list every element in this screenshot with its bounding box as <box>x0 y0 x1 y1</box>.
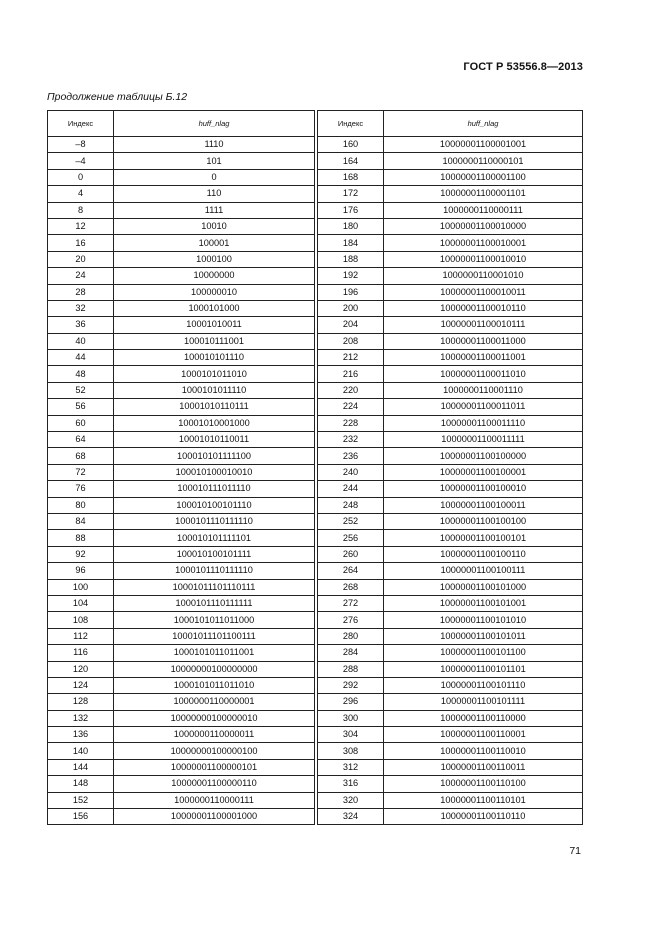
index-cell: 228 <box>318 415 384 431</box>
code-cell: 10000001100010000 <box>384 218 583 234</box>
index-cell: 224 <box>318 399 384 415</box>
code-cell: 10000001100010010 <box>384 251 583 267</box>
index-cell: 72 <box>48 464 114 480</box>
table-row <box>48 595 315 611</box>
code-cell: 10000000100000010 <box>114 710 315 726</box>
index-cell: 104 <box>48 595 114 611</box>
code-cell: 10001010110011 <box>114 432 315 448</box>
table-row <box>48 546 315 562</box>
table-row <box>318 399 583 415</box>
index-cell: 48 <box>48 366 114 382</box>
index-cell: 144 <box>48 759 114 775</box>
table-row <box>48 350 315 366</box>
index-cell: 0 <box>48 169 114 185</box>
code-cell: 1000000110000001 <box>114 694 315 710</box>
table-left-body <box>48 137 315 825</box>
code-cell: 10001010001000 <box>114 415 315 431</box>
index-cell: 196 <box>318 284 384 300</box>
index-cell: 24 <box>48 268 114 284</box>
index-cell: 280 <box>318 628 384 644</box>
table-row <box>318 333 583 349</box>
index-cell: 304 <box>318 727 384 743</box>
table-row <box>318 710 583 726</box>
table-row <box>48 202 315 218</box>
index-cell: 176 <box>318 202 384 218</box>
code-cell: 100010111001 <box>114 333 315 349</box>
table-row <box>48 628 315 644</box>
index-cell: 252 <box>318 513 384 529</box>
index-cell: 204 <box>318 317 384 333</box>
table-row <box>318 153 583 169</box>
table-row <box>48 481 315 497</box>
index-cell: 40 <box>48 333 114 349</box>
code-cell: 10000001100100000 <box>384 448 583 464</box>
table-row <box>48 612 315 628</box>
table-row <box>48 399 315 415</box>
code-cell: 10001011101100111 <box>114 628 315 644</box>
table-row <box>318 317 583 333</box>
table-row <box>318 546 583 562</box>
code-cell: 10000001100101011 <box>384 628 583 644</box>
table-row <box>48 579 315 595</box>
table-row <box>318 366 583 382</box>
table-header-row <box>48 111 315 137</box>
code-cell: 10000001100001001 <box>384 137 583 153</box>
code-cell: 10001011101110111 <box>114 579 315 595</box>
index-cell: 156 <box>48 809 114 825</box>
table-row <box>48 415 315 431</box>
index-cell: 292 <box>318 677 384 693</box>
code-cell: 10000001100101101 <box>384 661 583 677</box>
code-cell: 10000001100101010 <box>384 612 583 628</box>
code-cell: 10000001100010001 <box>384 235 583 251</box>
index-cell: 288 <box>318 661 384 677</box>
table-row <box>318 186 583 202</box>
code-cell: 10000001100101110 <box>384 677 583 693</box>
table-row <box>318 743 583 759</box>
index-cell: 240 <box>318 464 384 480</box>
code-cell: 10001010011 <box>114 317 315 333</box>
table-row <box>48 776 315 792</box>
table-row <box>318 563 583 579</box>
index-cell: 316 <box>318 776 384 792</box>
code-cell: 10000000100000000 <box>114 661 315 677</box>
code-cell: 10001010110111 <box>114 399 315 415</box>
index-cell: 136 <box>48 727 114 743</box>
index-cell: 244 <box>318 481 384 497</box>
code-cell: 100010111011110 <box>114 481 315 497</box>
table-row <box>318 169 583 185</box>
table-row <box>318 268 583 284</box>
table-row <box>318 382 583 398</box>
table-row <box>48 727 315 743</box>
code-cell: 10000001100011000 <box>384 333 583 349</box>
index-cell: 120 <box>48 661 114 677</box>
index-cell: 32 <box>48 300 114 316</box>
index-cell: 16 <box>48 235 114 251</box>
index-cell: 152 <box>48 792 114 808</box>
table-row <box>318 628 583 644</box>
code-cell: 10000001100110010 <box>384 743 583 759</box>
table-left-half <box>47 110 315 825</box>
code-cell: 0 <box>114 169 315 185</box>
index-cell: 220 <box>318 382 384 398</box>
table-row <box>48 464 315 480</box>
table-row <box>318 677 583 693</box>
code-cell: 1111 <box>114 202 315 218</box>
index-cell: 52 <box>48 382 114 398</box>
code-cell: 100001 <box>114 235 315 251</box>
table-row <box>48 792 315 808</box>
table-row <box>48 448 315 464</box>
table-row <box>48 497 315 513</box>
code-cell: 10000001100011111 <box>384 432 583 448</box>
code-cell: 1110 <box>114 137 315 153</box>
table-row <box>318 464 583 480</box>
code-cell: 10000001100011011 <box>384 399 583 415</box>
code-cell: 10000001100100100 <box>384 513 583 529</box>
index-cell: 256 <box>318 530 384 546</box>
index-cell: 296 <box>318 694 384 710</box>
table-row <box>318 284 583 300</box>
index-cell: 184 <box>318 235 384 251</box>
table-row <box>48 661 315 677</box>
index-cell: 124 <box>48 677 114 693</box>
column-header-index: Индекс <box>318 111 384 137</box>
table-row <box>318 809 583 825</box>
index-cell: 116 <box>48 645 114 661</box>
code-cell: 10000001100101001 <box>384 595 583 611</box>
table-row <box>318 595 583 611</box>
index-cell: 132 <box>48 710 114 726</box>
index-cell: 56 <box>48 399 114 415</box>
code-cell: 1000000110000011 <box>114 727 315 743</box>
code-cell: 10000001100011010 <box>384 366 583 382</box>
code-cell: 1000000110000111 <box>384 202 583 218</box>
code-cell: 10000001100101111 <box>384 694 583 710</box>
code-cell: 1000101011010 <box>114 366 315 382</box>
index-cell: –4 <box>48 153 114 169</box>
table-row <box>318 202 583 218</box>
index-cell: 92 <box>48 546 114 562</box>
table-row <box>48 235 315 251</box>
index-cell: 200 <box>318 300 384 316</box>
table-row <box>318 612 583 628</box>
table-row <box>48 251 315 267</box>
code-cell: 10000001100001100 <box>384 169 583 185</box>
document-standard-header: ГОСТ Р 53556.8—2013 <box>463 61 583 73</box>
table-row <box>318 579 583 595</box>
table-row <box>318 481 583 497</box>
index-cell: 188 <box>318 251 384 267</box>
table-row <box>48 563 315 579</box>
index-cell: 160 <box>318 137 384 153</box>
table-row <box>48 530 315 546</box>
table-row <box>318 137 583 153</box>
table-row <box>48 317 315 333</box>
table-row <box>48 809 315 825</box>
table-row <box>48 677 315 693</box>
index-cell: 76 <box>48 481 114 497</box>
table-row <box>318 432 583 448</box>
code-cell: 1000000110000101 <box>384 153 583 169</box>
code-cell: 10000001100001101 <box>384 186 583 202</box>
index-cell: 20 <box>48 251 114 267</box>
table-row <box>318 300 583 316</box>
table-row <box>48 710 315 726</box>
table-row <box>48 743 315 759</box>
table-row <box>48 284 315 300</box>
table-row <box>318 530 583 546</box>
table-row <box>48 137 315 153</box>
code-cell: 10000001100100110 <box>384 546 583 562</box>
code-cell: 1000000110001110 <box>384 382 583 398</box>
code-cell: 10000001100110101 <box>384 792 583 808</box>
code-cell: 100010100010010 <box>114 464 315 480</box>
table-row <box>318 759 583 775</box>
index-cell: 84 <box>48 513 114 529</box>
table-row <box>318 350 583 366</box>
code-cell: 10000001100001000 <box>114 809 315 825</box>
code-cell: 1000101011110 <box>114 382 315 398</box>
table-row <box>318 727 583 743</box>
table-row <box>318 513 583 529</box>
table-row <box>48 432 315 448</box>
code-cell: 1000101011011010 <box>114 677 315 693</box>
code-cell: 10000001100101100 <box>384 645 583 661</box>
table-row <box>318 448 583 464</box>
code-cell: 1000101011011001 <box>114 645 315 661</box>
code-cell: 1000000110000111 <box>114 792 315 808</box>
code-cell: 1000101110111111 <box>114 595 315 611</box>
code-cell: 100010101111100 <box>114 448 315 464</box>
index-cell: 28 <box>48 284 114 300</box>
index-cell: 140 <box>48 743 114 759</box>
index-cell: 260 <box>318 546 384 562</box>
index-cell: 164 <box>318 153 384 169</box>
code-cell: 10000001100011110 <box>384 415 583 431</box>
code-cell: 10000001100101000 <box>384 579 583 595</box>
index-cell: 172 <box>318 186 384 202</box>
index-cell: 44 <box>48 350 114 366</box>
index-cell: –8 <box>48 137 114 153</box>
code-cell: 10000001100000110 <box>114 776 315 792</box>
code-cell: 1000101011011000 <box>114 612 315 628</box>
code-cell: 10000001100100001 <box>384 464 583 480</box>
code-cell: 10000001100010111 <box>384 317 583 333</box>
table-row <box>318 251 583 267</box>
index-cell: 212 <box>318 350 384 366</box>
index-cell: 168 <box>318 169 384 185</box>
table-row <box>48 382 315 398</box>
index-cell: 128 <box>48 694 114 710</box>
index-cell: 284 <box>318 645 384 661</box>
index-cell: 64 <box>48 432 114 448</box>
index-cell: 4 <box>48 186 114 202</box>
table-row <box>318 497 583 513</box>
index-cell: 268 <box>318 579 384 595</box>
index-cell: 96 <box>48 563 114 579</box>
table-row <box>48 759 315 775</box>
table-row <box>48 268 315 284</box>
code-cell: 1000101110111110 <box>114 563 315 579</box>
index-cell: 236 <box>318 448 384 464</box>
table-row <box>318 694 583 710</box>
code-cell: 100000010 <box>114 284 315 300</box>
table-row <box>48 300 315 316</box>
table-caption: Продолжение таблицы Б.12 <box>47 91 188 103</box>
table-row <box>318 776 583 792</box>
index-cell: 312 <box>318 759 384 775</box>
table-row <box>48 366 315 382</box>
table-row <box>318 645 583 661</box>
index-cell: 108 <box>48 612 114 628</box>
index-cell: 272 <box>318 595 384 611</box>
code-cell: 100010100101111 <box>114 546 315 562</box>
table-row <box>318 792 583 808</box>
table-row <box>48 645 315 661</box>
code-cell: 1000101000 <box>114 300 315 316</box>
code-cell: 100010101110 <box>114 350 315 366</box>
index-cell: 180 <box>318 218 384 234</box>
code-cell: 10000001100110110 <box>384 809 583 825</box>
index-cell: 232 <box>318 432 384 448</box>
table-row <box>318 235 583 251</box>
code-cell: 10000000 <box>114 268 315 284</box>
table-row <box>48 153 315 169</box>
index-cell: 248 <box>318 497 384 513</box>
index-cell: 36 <box>48 317 114 333</box>
code-cell: 10000001100110000 <box>384 710 583 726</box>
code-cell: 10000001100110011 <box>384 759 583 775</box>
code-cell: 110 <box>114 186 315 202</box>
table-row <box>48 333 315 349</box>
code-cell: 10000001100110100 <box>384 776 583 792</box>
code-cell: 10000001100000101 <box>114 759 315 775</box>
index-cell: 8 <box>48 202 114 218</box>
code-cell: 10000001100100011 <box>384 497 583 513</box>
table-row <box>318 218 583 234</box>
table-header-row <box>318 111 583 137</box>
code-cell: 10010 <box>114 218 315 234</box>
code-cell: 100010100101110 <box>114 497 315 513</box>
code-cell: 1000101110111110 <box>114 513 315 529</box>
index-cell: 88 <box>48 530 114 546</box>
table-row <box>48 694 315 710</box>
index-cell: 208 <box>318 333 384 349</box>
table-row <box>318 415 583 431</box>
table-row <box>48 218 315 234</box>
index-cell: 80 <box>48 497 114 513</box>
index-cell: 264 <box>318 563 384 579</box>
index-cell: 300 <box>318 710 384 726</box>
column-header-code: huff_nlag <box>114 111 315 137</box>
index-cell: 12 <box>48 218 114 234</box>
code-cell: 10000001100010110 <box>384 300 583 316</box>
table-right-body <box>318 137 583 825</box>
code-cell: 100010101111101 <box>114 530 315 546</box>
index-cell: 324 <box>318 809 384 825</box>
code-cell: 10000001100110001 <box>384 727 583 743</box>
index-cell: 112 <box>48 628 114 644</box>
index-cell: 192 <box>318 268 384 284</box>
index-cell: 100 <box>48 579 114 595</box>
column-header-code: huff_nlag <box>384 111 583 137</box>
code-cell: 10000001100010011 <box>384 284 583 300</box>
code-cell: 10000001100011001 <box>384 350 583 366</box>
index-cell: 320 <box>318 792 384 808</box>
column-header-index: Индекс <box>48 111 114 137</box>
index-cell: 276 <box>318 612 384 628</box>
code-cell: 10000000100000100 <box>114 743 315 759</box>
code-cell: 10000001100100101 <box>384 530 583 546</box>
table-row <box>318 661 583 677</box>
index-cell: 68 <box>48 448 114 464</box>
code-cell: 101 <box>114 153 315 169</box>
table-row <box>48 186 315 202</box>
table-right-half <box>317 110 583 825</box>
index-cell: 216 <box>318 366 384 382</box>
page-number: 71 <box>569 845 581 857</box>
code-cell: 1000000110001010 <box>384 268 583 284</box>
table-row <box>48 513 315 529</box>
index-cell: 60 <box>48 415 114 431</box>
code-cell: 10000001100100111 <box>384 563 583 579</box>
index-cell: 148 <box>48 776 114 792</box>
index-cell: 308 <box>318 743 384 759</box>
code-cell: 1000100 <box>114 251 315 267</box>
code-cell: 10000001100100010 <box>384 481 583 497</box>
table-row <box>48 169 315 185</box>
